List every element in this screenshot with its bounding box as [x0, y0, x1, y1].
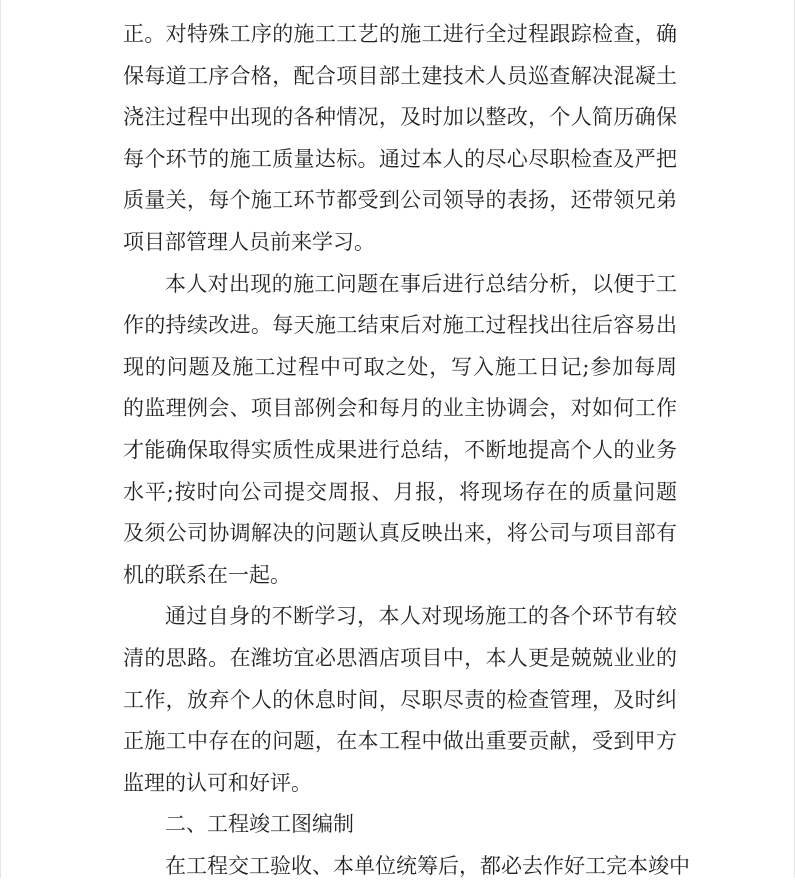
text-line: 通过自身的不断学习，本人对现场施工的各个环节有较 — [165, 604, 677, 629]
text-line: 保每道工序合格，配合项目部土建技术人员巡查解决混凝土 — [123, 63, 677, 88]
text-line: 每个环节的施工质量达标。通过本人的尽心尽职检查及严把 — [123, 146, 677, 171]
text-line: 机的联系在一起。 — [123, 562, 291, 587]
text-line: 及须公司协调解决的问题认真反映出来，将公司与项目部有 — [123, 521, 677, 546]
text-line: 清的思路。在潍坊宜必思酒店项目中，本人更是兢兢业业的 — [123, 645, 677, 670]
text-line: 水平;按时向公司提交周报、月报，将现场存在的质量问题 — [123, 479, 677, 504]
text-line: 质量关，每个施工环节都受到公司领导的表扬，还带领兄弟 — [123, 188, 677, 213]
text-line: 才能确保取得实质性成果进行总结，不断地提高个人的业务 — [123, 437, 677, 462]
text-line: 正施工中存在的问题，在本工程中做出重要贡献，受到甲方 — [123, 729, 677, 754]
partial-text-line: 在工程交工验收、本单位统筹后，都必去作好工完本竣中 — [165, 853, 690, 878]
text-line: 工作，放弃个人的休息时间，尽职尽责的检查管理，及时纠 — [123, 687, 677, 712]
text-line: 监理的认可和好评。 — [123, 770, 312, 795]
document-body — [123, 14, 690, 878]
text-line: 本人对出现的施工问题在事后进行总结分析，以便于工 — [165, 271, 677, 296]
text-line: 正。对特殊工序的施工工艺的施工进行全过程跟踪检查，确 — [123, 22, 677, 46]
text-line: 的监理例会、项目部例会和每月的业主协调会，对如何工作 — [123, 396, 677, 421]
text-line: 浇注过程中出现的各种情况，及时加以整改，个人简历确保 — [123, 105, 677, 130]
paragraph-2 — [123, 264, 677, 597]
text-line: 作的持续改进。每天施工结束后对施工过程找出往后容易出 — [123, 313, 677, 338]
paragraph-3 — [123, 596, 677, 804]
text-line: 现的问题及施工过程中可取之处，写入施工日记;参加每周 — [123, 354, 677, 379]
section-heading: 二、工程竣工图编制 — [165, 812, 354, 837]
paragraph-1 — [123, 14, 677, 264]
text-line: 项目部管理人员前来学习。 — [123, 229, 375, 254]
